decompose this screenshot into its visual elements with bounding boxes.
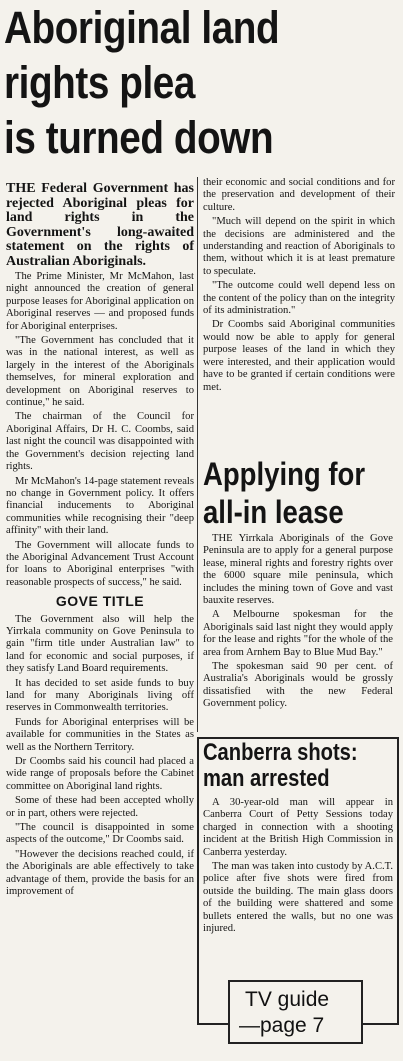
column-divider	[197, 177, 198, 732]
main-story-paragraph: Funds for Aboriginal enterprises will be available for communities in the States as well as the Northern Territory.	[6, 716, 194, 753]
tv-guide-reference	[239, 987, 329, 1039]
main-story-paragraph: The Government will allocate funds to the Aboriginal Advancement Trust Account for loans to Aboriginal enterprises "with reasonable prospects of success," he said.	[6, 539, 194, 588]
gove-title-subhead: GOVE TITLE	[55, 593, 145, 610]
main-story-paragraph: "The council is disappointed in some aspects of the outcome," Dr Coombs said.	[6, 822, 194, 846]
main-story-paragraph: The chairman of the Council for Aboriginal Affairs, Dr H. C. Coombs, said last night the council was disappointed with the Government's decision rejecting land rights.	[6, 411, 194, 473]
main-story-paragraph: "The outcome could well depend less on the content of the policy than on the integrity of its administration."	[203, 280, 395, 317]
second-story-body	[203, 533, 393, 713]
third-headline-line-2: man arrested	[203, 765, 330, 792]
main-story-paragraph: The Prime Minister, Mr McMahon, last night announced the creation of general purpose leases for Aboriginal application on Aboriginal reserves — and proposed funds for Aboriginal enterprises.	[6, 271, 194, 332]
third-headline-line-1: Canberra shots:	[203, 739, 358, 766]
second-story-paragraph: The spokesman said 90 per cent. of Australia's Aboriginals would be grossly dissatisfied with the new Federal Government policy.	[203, 661, 393, 710]
main-headline	[4, 0, 345, 165]
third-story-body	[203, 797, 393, 937]
main-headline-line-1: Aboriginal land	[4, 2, 280, 53]
second-story-paragraph: A Melbourne spokesman for the Aboriginals said last night they would apply for the lease and rights "for the whole of the area from Arnhem Bay to Blue Mud Bay."	[203, 609, 393, 658]
second-story-headline	[203, 455, 372, 531]
main-story-lead: THE Federal Government has rejected Aboriginal pleas for land rights in the Government's long-awaited statement on the rights of Australian Aboriginals.	[6, 181, 194, 269]
main-story-paragraph: "However the decisions reached could, if the Aboriginals are able effectively to take advantage of them, provide the basis for an improvement of	[6, 848, 194, 898]
main-headline-line-2: rights plea	[4, 57, 195, 108]
main-story-paragraph: their economic and social conditions and for the preservation and development of their culture.	[203, 177, 395, 213]
main-story-paragraph: "Much will depend on the spirit in which the decisions are administered and the understanding and reaction of Aboriginals to them, without which it is at least premature to speculate.	[203, 216, 395, 277]
main-story-paragraph: Dr Coombs said Aboriginal communities would now be able to apply for general purpose leases of the land in which they were interested, and their application would have to be granted if certain conditions were met.	[203, 319, 395, 393]
second-headline-line-1: Applying for	[203, 456, 366, 492]
main-story-paragraph: It has decided to set aside funds to buy land for many Aboriginals living off reserves in Commonwealth territories.	[6, 677, 194, 714]
third-story-paragraph: The man was taken into custody by A.C.T. police after five shots were fired from outside the building. The main glass doors of the building were shattered and some bullets entered the walls, but no one was injured.	[203, 861, 393, 935]
tv-guide-line-2: —page 7	[239, 1014, 325, 1037]
third-story-paragraph: A 30-year-old man will appear in Canberra Court of Petty Sessions today charged in connection with a shooting incident at the British High Commission in Canberra yesterday.	[203, 797, 393, 858]
second-headline-line-2: all-in lease	[203, 494, 344, 530]
main-story-left-column	[6, 182, 194, 901]
main-story-paragraph: The Government also will help the Yirrkala community on Gove Peninsula to gain "firm title under Australian law" to land for economic and social purposes, if they satisfy Land Board requirements.	[6, 613, 194, 675]
main-story-paragraph: Mr McMahon's 14-page statement reveals no change in Government policy. It offers financial inducements to Aboriginal communities while recognising their "deep affinity" with their land.	[6, 475, 194, 537]
second-story-paragraph: THE Yirrkala Aboriginals of the Gove Peninsula are to apply for a general purpose lease, mineral rights and forestry rights over the 6000 square mile peninsula, which includes the mining town of Gove and vast bauxite reserves.	[203, 533, 393, 607]
main-headline-line-3: is turned down	[4, 112, 274, 163]
main-story-paragraph: Dr Coombs said his council had placed a wide range of proposals before the Cabinet committee on Aboriginal land rights.	[6, 756, 194, 792]
main-story-right-column	[203, 177, 395, 396]
third-story-headline	[203, 740, 368, 792]
main-story-paragraph: "The Government has concluded that it was in the national interest, as well as largely in the interest of the Aboriginals themselves, for mineral exploration and development on Aboriginal reserves to continue," he said.	[6, 335, 194, 409]
main-story-paragraph: Some of these had been accepted wholly or in part, others were rejected.	[6, 795, 194, 819]
tv-guide-line-1: TV guide	[245, 988, 330, 1011]
